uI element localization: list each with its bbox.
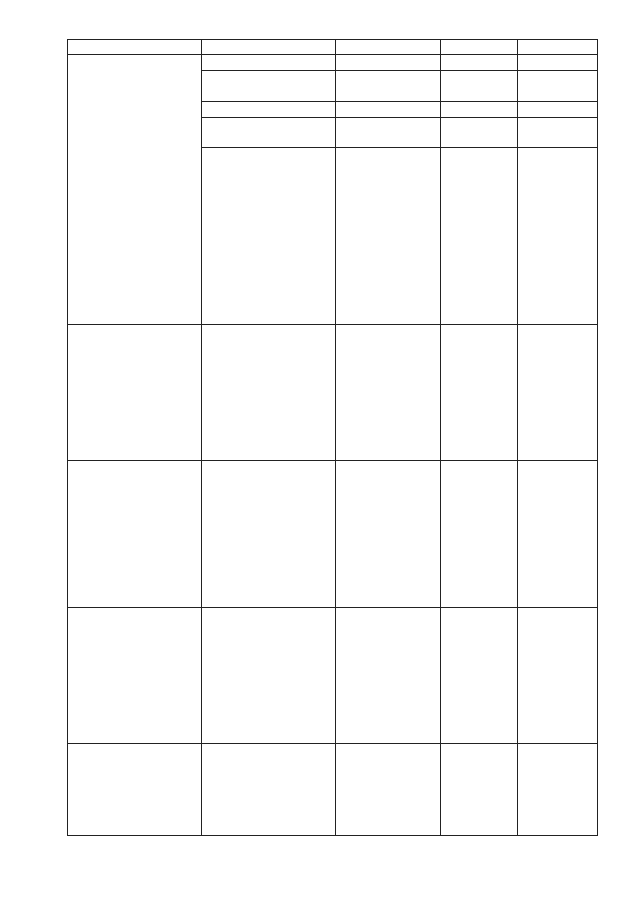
table-row — [68, 608, 598, 744]
funding-source-label — [202, 102, 336, 118]
value-cell — [518, 148, 598, 325]
table-row — [68, 461, 598, 608]
value-cell — [518, 102, 598, 118]
value-cell — [441, 744, 518, 836]
funding-source-label — [202, 608, 336, 744]
value-cell — [518, 118, 598, 148]
value-cell — [518, 55, 598, 71]
value-cell — [336, 461, 441, 608]
value-cell — [518, 461, 598, 608]
column-header-1 — [68, 40, 202, 55]
value-cell — [518, 325, 598, 461]
column-header-5 — [518, 40, 598, 55]
value-cell — [336, 325, 441, 461]
column-header-4 — [441, 40, 518, 55]
activity-description — [68, 608, 202, 744]
activity-description — [202, 148, 336, 325]
funding-source-label — [202, 71, 336, 102]
value-cell — [441, 55, 518, 71]
value-cell — [336, 608, 441, 744]
funding-source-label — [202, 325, 336, 461]
header-row — [68, 40, 598, 55]
table-row — [68, 744, 598, 836]
table-row — [68, 55, 598, 71]
table-row — [68, 325, 598, 461]
column-header-3 — [336, 40, 441, 55]
funding-source-label — [202, 55, 336, 71]
value-cell — [336, 102, 441, 118]
continuation-cell — [68, 55, 202, 325]
funding-source-label — [202, 744, 336, 836]
value-cell — [441, 325, 518, 461]
value-cell — [441, 102, 518, 118]
budget-table — [67, 39, 598, 836]
value-cell — [518, 608, 598, 744]
value-cell — [518, 744, 598, 836]
activity-description — [68, 325, 202, 461]
value-cell — [441, 148, 518, 325]
column-header-2 — [202, 40, 336, 55]
value-cell — [441, 461, 518, 608]
funding-source-label — [336, 148, 441, 325]
value-cell — [336, 55, 441, 71]
activity-description — [68, 461, 202, 608]
funding-source-label — [202, 461, 336, 608]
value-cell — [518, 71, 598, 102]
value-cell — [441, 71, 518, 102]
value-cell — [441, 608, 518, 744]
value-cell — [441, 118, 518, 148]
funding-source-label — [202, 118, 336, 148]
activity-description — [68, 744, 202, 836]
value-cell — [336, 71, 441, 102]
value-cell — [336, 118, 441, 148]
value-cell — [336, 744, 441, 836]
